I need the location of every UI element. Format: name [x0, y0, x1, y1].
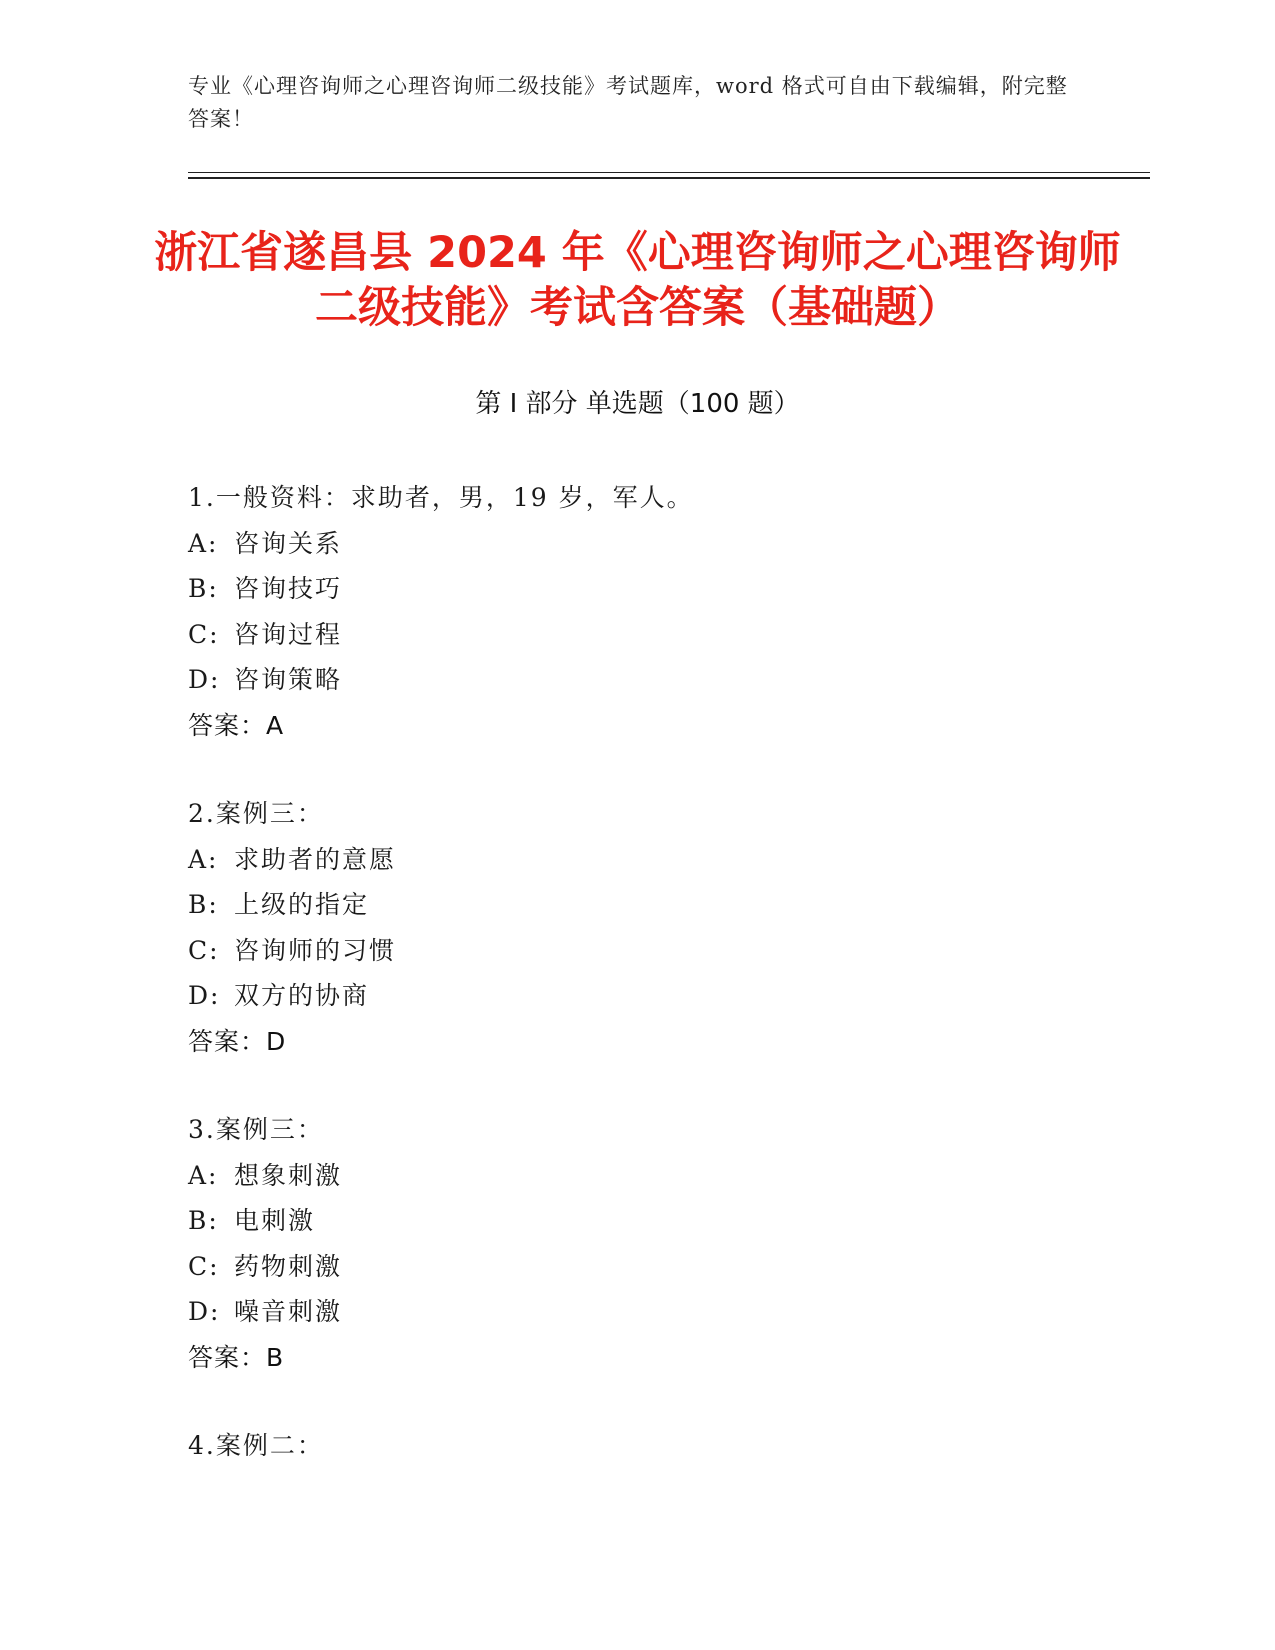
- option-label: C:: [188, 619, 220, 649]
- option-d: [188, 973, 1138, 1019]
- question-stem: 3.案例三：: [188, 1115, 324, 1144]
- option-text: 咨询技巧: [234, 574, 343, 603]
- option-text: 想象刺激: [234, 1160, 343, 1190]
- answer-line: 答案：D: [188, 1026, 287, 1056]
- option-text: 噪音刺激: [234, 1297, 343, 1326]
- option-text: 咨询策略: [234, 665, 343, 694]
- question-item: [188, 791, 1138, 1064]
- option-d: [188, 1289, 1138, 1335]
- option-label: D:: [188, 665, 221, 694]
- option-a: [188, 837, 1138, 883]
- option-text: 双方的协商: [234, 981, 370, 1010]
- option-label: A:: [188, 528, 219, 558]
- option-d: [188, 657, 1138, 703]
- question-item: [188, 1107, 1138, 1380]
- section-title: 第 I 部分 单选题（100 题）: [475, 389, 800, 419]
- option-c: [188, 612, 1138, 658]
- question-stem: 4.案例二：: [188, 1431, 324, 1460]
- option-a: [188, 521, 1138, 567]
- option-label: D:: [188, 1297, 221, 1326]
- option-text: 求助者的意愿: [234, 844, 397, 874]
- option-text: 咨询师的习惯: [234, 935, 397, 965]
- option-c: [188, 928, 1138, 974]
- option-label: C:: [188, 1251, 220, 1281]
- option-label: A:: [188, 1160, 219, 1190]
- option-label: C:: [188, 935, 220, 965]
- option-label: B:: [188, 1206, 219, 1235]
- header-divider-thick: [188, 177, 1150, 179]
- question-item: [188, 1423, 1138, 1469]
- option-label: B:: [188, 890, 219, 919]
- question-list: [188, 475, 1138, 1512]
- option-label: D:: [188, 981, 221, 1010]
- question-item: [188, 475, 1138, 748]
- option-label: B:: [188, 574, 219, 603]
- option-b: [188, 1198, 1138, 1244]
- option-text: 咨询过程: [234, 619, 343, 649]
- document-title: 浙江省遂昌县 2024 年《心理咨询师之心理咨询师二级技能》考试含答案（基础题）: [154, 228, 1121, 333]
- header-divider-thin: [188, 172, 1150, 173]
- option-text: 电刺激: [234, 1206, 316, 1235]
- option-label: A:: [188, 844, 219, 874]
- question-stem: 2.案例三：: [188, 799, 324, 828]
- option-b: [188, 882, 1138, 928]
- header-note: 专业《心理咨询师之心理咨询师二级技能》考试题库，word 格式可自由下载编辑，附完整答案！: [188, 74, 1068, 131]
- question-stem: 1.一般资料：求助者，男，19 岁，军人。: [188, 483, 694, 512]
- option-a: [188, 1153, 1138, 1199]
- answer-line: 答案：A: [188, 710, 285, 740]
- option-c: [188, 1244, 1138, 1290]
- option-text: 咨询关系: [234, 528, 343, 558]
- option-b: [188, 566, 1138, 612]
- option-text: 上级的指定: [234, 890, 370, 919]
- answer-line: 答案：B: [188, 1342, 285, 1372]
- option-text: 药物刺激: [234, 1251, 343, 1281]
